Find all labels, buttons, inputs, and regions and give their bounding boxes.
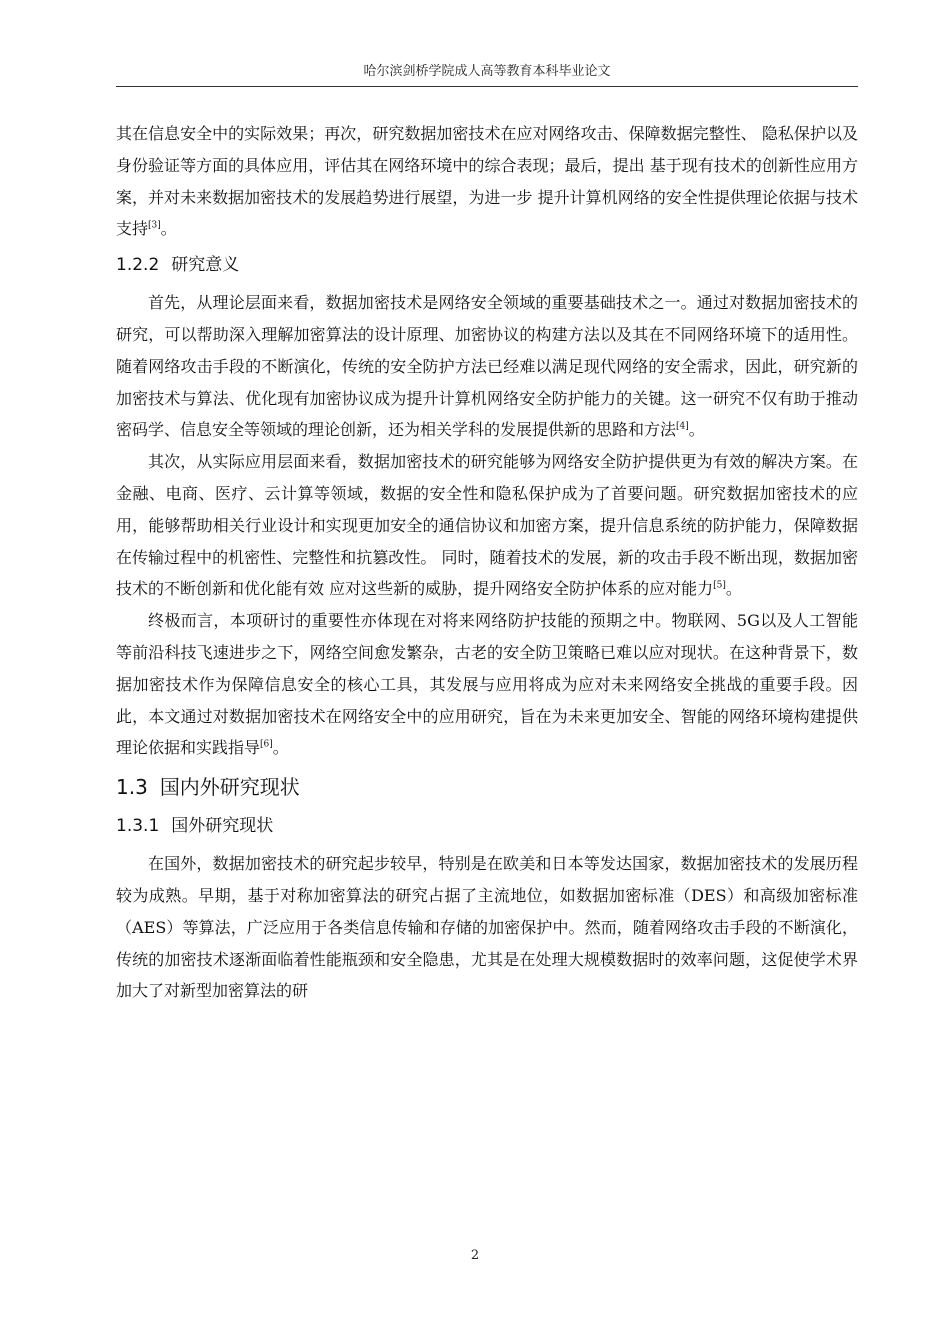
document-body — [116, 118, 858, 1007]
paragraph — [116, 287, 858, 446]
section-title: 国内外研究现状 — [159, 775, 300, 800]
paragraph-continued — [116, 118, 858, 245]
citation[interactable]: [3] — [148, 221, 161, 232]
page-number: 2 — [470, 1248, 480, 1263]
section-heading-1-3-1 — [116, 812, 858, 840]
paragraph — [116, 605, 858, 764]
citation[interactable]: [6] — [260, 740, 273, 751]
section-heading-1-3 — [116, 772, 858, 802]
citation[interactable]: [4] — [676, 422, 689, 433]
paragraph-text: 在国外，数据加密技术的研究起步较早，特别是在欧美和日本等发达国家，数据加密技术的发展历程较为成熟。早期，基于对称加密算法的研究占据了主流地位，如数据加密标准（DES）和高级加密标准（AES）等算法，广泛应用于各类信息传输和存储的加密保护中。然而，随着网络攻击手段的不断演化，传统的加密技术逐渐面临着性能瓶颈和安全隐患，尤其是在处理大规模数据时的效率问题，这促使学术界加大了对新型加密算法的研 — [116, 854, 858, 1001]
section-title: 国外研究现状 — [171, 816, 274, 837]
paragraph-text: 其在信息安全中的实际效果；再次，研究数据加密技术在应对网络攻击、保障数据完整性、 隐私保护以及身份验证等方面的具体应用，评估其在网络环境中的综合表现；最后，提出 基于现有技术的创新性应用方案，并对未来数据加密技术的发展趋势进行展望，为进一步 提升计算机网络的安全性提供理论依据与技术支持 — [116, 124, 858, 239]
paragraph-end: 。 — [688, 420, 705, 440]
running-header: 哈尔滨剑桥学院成人高等教育本科毕业论文 — [363, 64, 611, 79]
paragraph — [116, 848, 858, 1007]
paragraph-text: 终极而言，本项研讨的重要性亦体现在对将来网络防护技能的预期之中。物联网、5G以及人工智能等前沿科技飞速进步之下，网络空间愈发繁杂，古老的安全防卫策略已难以应对现状。在这种背景下，数据加密技术作为保障信息安全的核心工具，其发展与应用将成为应对未来网络安全挑战的重要手段。因此，本文通过对数据加密技术在网络安全中的应用研究，旨在为未来更加安全、智能的网络环境构建提供理论依据和实践指导 — [116, 611, 858, 758]
paragraph-end: 。 — [160, 219, 177, 239]
paragraph — [116, 446, 858, 605]
paragraph-text: 首先，从理论层面来看，数据加密技术是网络安全领域的重要基础技术之一。通过对数据加密技术的研究，可以帮助深入理解加密算法的设计原理、加密协议的构建方法以及其在不同网络环境下的适用性。随着网络攻击手段的不断演化，传统的安全防护方法已经难以满足现代网络的安全需求，因此，研究新的加密技术与算法、优化现有加密协议成为提升计算机网络安全防护能力的关键。这一研究不仅有助于推动密码学、信息安全等领域的理论创新，还为相关学科的发展提供新的思路和方法 — [116, 293, 858, 440]
section-number: 1.2.2 — [116, 255, 160, 276]
paragraph-text: 其次，从实际应用层面来看，数据加密技术的研究能够为网络安全防护提供更为有效的解决方案。在金融、电商、医疗、云计算等领域，数据的安全性和隐私保护成为了首要问题。研究数据加密技术的应用，能够帮助相关行业设计和实现更加安全的通信协议和加密方案，提升信息系统的防护能力，保障数据在传输过程中的机密性、完整性和抗篡改性。 同时，随着技术的发展，新的攻击手段不断出现，数据加密技术的不断创新和优化能有效 应对这些新的威胁，提升网络安全防护体系的应对能力 — [116, 452, 858, 599]
section-heading-1-2-2 — [116, 251, 858, 279]
section-number: 1.3.1 — [116, 816, 160, 837]
paragraph-end: 。 — [272, 738, 289, 758]
paragraph-end: 。 — [725, 579, 742, 599]
section-number: 1.3 — [116, 775, 148, 800]
header-divider — [116, 86, 858, 87]
citation[interactable]: [5] — [713, 581, 726, 592]
section-title: 研究意义 — [171, 255, 240, 276]
